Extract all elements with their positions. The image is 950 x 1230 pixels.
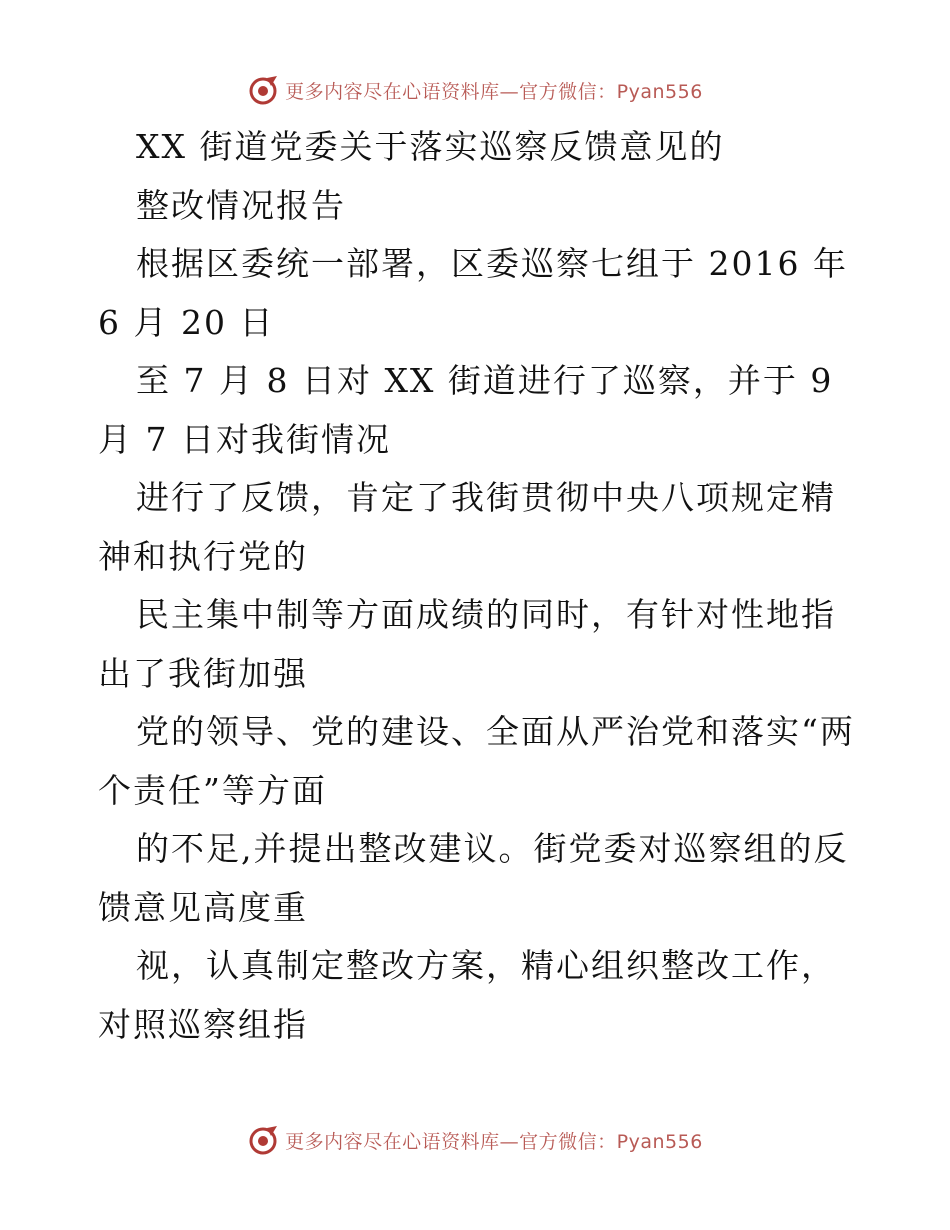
body-paragraph: 至 7 月 8 日对 XX 街道进行了巡察，并于 9 月 7 日对我街情况: [98, 361, 834, 459]
banner-text: 更多内容尽在心语资料库—官方微信：Pyan556: [285, 1130, 703, 1153]
header-banner: [0, 70, 950, 110]
footer-banner: [0, 1120, 950, 1160]
body-paragraph: 党的领导、党的建设、全面从严治党和落实“两个责任”等方面: [98, 712, 855, 810]
body-paragraph: 根据区委统一部署，区委巡察七组于 2016 年 6 月 20 日: [98, 244, 848, 342]
brand-logo-icon: [247, 1124, 279, 1156]
document-title-line-1: XX 街道党委关于落实巡察反馈意见的: [136, 127, 725, 166]
wechat-id: Pyan556: [616, 1130, 703, 1153]
banner-text: 更多内容尽在心语资料库—官方微信：Pyan556: [285, 80, 703, 103]
document-title-line-2: 整改情况报告: [136, 185, 346, 225]
body-paragraph: 民主集中制等方面成绩的同时，有针对性地指出了我街加强: [98, 595, 836, 693]
body-paragraph: 进行了反馈，肯定了我街贯彻中央八项规定精神和执行党的: [98, 478, 836, 576]
body-paragraph: 视，认真制定整改方案，精心组织整改工作，对照巡察组指: [98, 946, 836, 1044]
wechat-id: Pyan556: [616, 80, 703, 103]
document-body: [98, 118, 858, 1054]
body-paragraph: 的不足,并提出整改建议。街党委对巡察组的反馈意见高度重: [98, 829, 849, 927]
brand-logo-icon: [247, 74, 279, 106]
